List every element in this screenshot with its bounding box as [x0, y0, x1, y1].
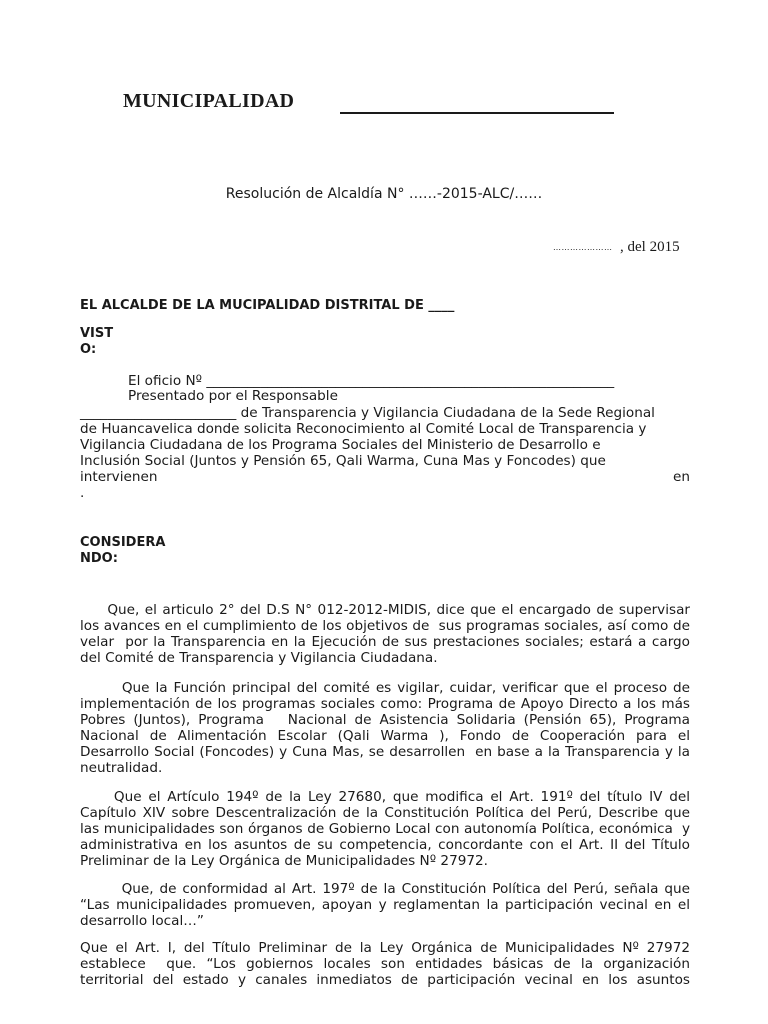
responsable-blank: _______________________ — [80, 405, 237, 421]
mayor-heading: EL ALCALDE DE LA MUCIPALIDAD DISTRITAL DE ____ — [80, 298, 455, 313]
considerando-paragraph-5: Que el Art. I, del Título Preliminar de la Ley Orgánica de Municipalidades Nº 27972 establece que. “Los gobiernos locales son entidades básicas de la organización territorial del estado y canales inmediatos de participación vecinal en los asuntos — [80, 940, 695, 988]
municipality-name-blank-line — [340, 112, 614, 114]
date-placeholder-dots: ………………… — [553, 243, 613, 252]
considerando-heading-line1: CONSIDERA — [80, 535, 166, 550]
considerando-paragraph-2: Que la Función principal del comité es vigilar, cuidar, verificar que el proceso de implementación de los programas sociales como: Programa de Apoyo Directo a los más Pobres (Juntos), Programa Nacional de Asistencia Solidaria (Pensión 65), Programa Nacional de Alimentación Escolar (Qali Warma ), Fondo de Cooperación para el Desarrollo Social (Foncodes) y Cuna Mas, se desarrollen en base a la Transparencia y la neutralidad. — [80, 680, 699, 776]
visto-line6: Inclusión Social (Juntos y Pensión 65, Qali Warma, Cuna Mas y Foncodes) que — [80, 453, 606, 469]
considerando-heading-line2: NDO: — [80, 551, 118, 566]
considerando-paragraph-4: Que, de conformidad al Art. 197º de la Constitución Política del Perú, señala que “Las municipalidades promueven, apoyan y reglamentan la participación vecinal en el desarrollo local…” — [80, 881, 695, 929]
visto-presentado-line: Presentado por el Responsable — [128, 388, 338, 404]
visto-line5: Vigilancia Ciudadana de los Programa Sociales del Ministerio de Desarrollo e — [80, 437, 601, 453]
visto-line4-text: de Huancavelica donde solicita Reconocimiento al Comité Local de Transparencia y — [80, 421, 647, 437]
visto-oficio-line: El oficio Nº ____________________________________________________________ — [128, 373, 615, 389]
visto-heading-line2: O: — [80, 342, 97, 357]
municipality-title: MUNICIPALIDAD — [123, 90, 295, 112]
visto-line7 — [80, 469, 690, 485]
visto-line3 — [80, 405, 690, 421]
visto-heading-line1: VIST — [80, 326, 114, 341]
date-year: , del 2015 — [620, 239, 680, 255]
visto-line8: . — [80, 485, 85, 501]
visto-line7-right: en — [673, 469, 690, 485]
visto-line7-left: intervienen — [80, 469, 158, 485]
visto-line4 — [80, 421, 690, 437]
resolution-number: Resolución de Alcaldía N° ……-2015-ALC/…… — [225, 186, 543, 202]
considerando-paragraph-1: Que, el articulo 2° del D.S N° 012-2012-MIDIS, dice que el encargado de supervisar los avances en el cumplimiento de los objetivos de sus programas sociales, así como de velar por la Transparencia en la Ejecución de sus prestaciones sociales; estará a cargo del Comité de Transparencia y Vigilancia Ciudadana. — [80, 602, 695, 666]
visto-line3-text: de Transparencia y Vigilancia Ciudadana de la Sede Regional — [240, 405, 655, 421]
considerando-paragraph-3: Que el Artículo 194º de la Ley 27680, que modifica el Art. 191º del título IV del Capítulo XIV sobre Descentralización de la Constitución Política del Perú, Describe que las municipalidades son órganos de Gobierno Local con autonomía Política, económica y administrativa en los asuntos de su competencia, concordante con el Art. II del Título Preliminar de la Ley Orgánica de Municipalidades Nº 27972. — [80, 789, 695, 869]
